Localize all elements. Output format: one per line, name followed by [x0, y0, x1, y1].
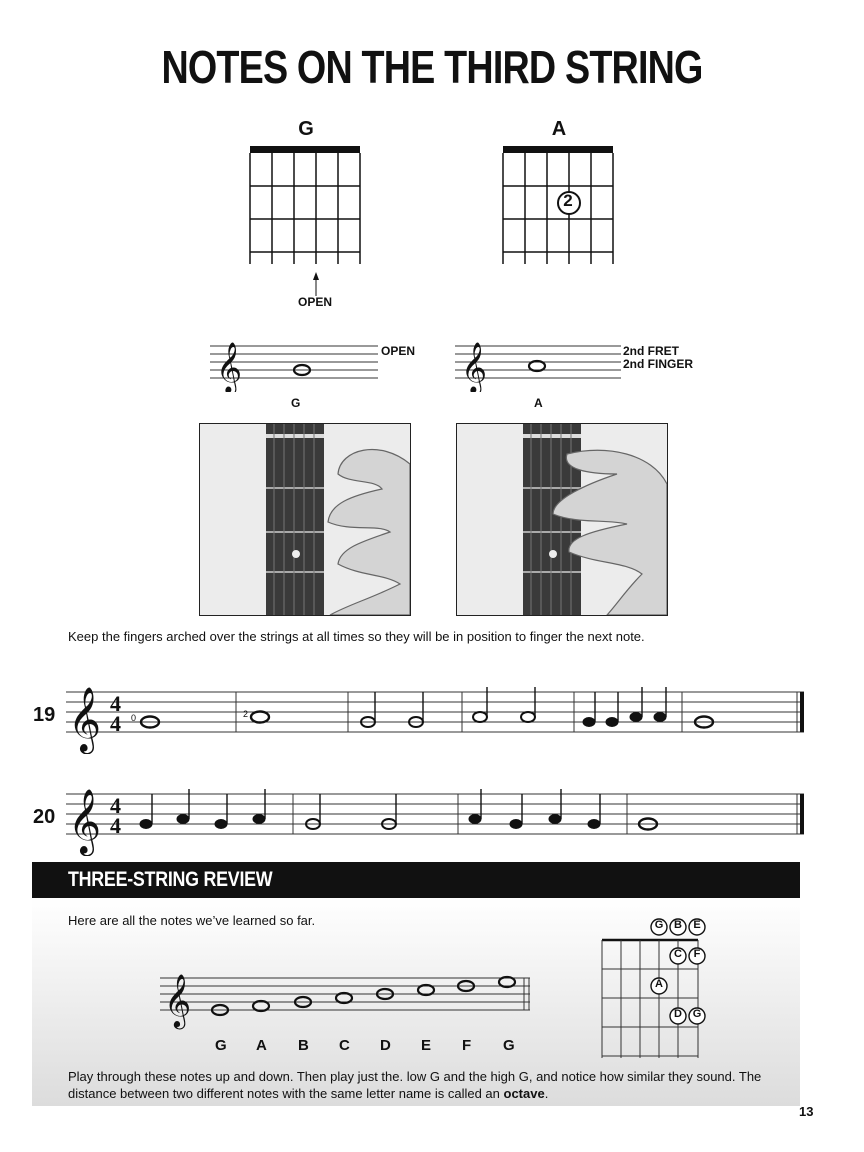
exercise-20-staff — [66, 780, 811, 856]
staff-a — [455, 342, 621, 392]
svg-text:𝄞: 𝄞 — [68, 789, 102, 854]
fret-label: F — [693, 948, 701, 960]
note-name: B — [298, 1037, 309, 1054]
staff-g — [210, 342, 378, 392]
review-heading: THREE-STRING REVIEW — [68, 868, 273, 891]
page-title: NOTES ON THE THIRD STRING — [161, 41, 703, 93]
staff-label-fret: 2nd FRET — [623, 344, 679, 358]
fret-label: B — [674, 919, 682, 931]
chord-grid-g — [250, 146, 360, 296]
chord-name-a: A — [551, 118, 567, 140]
tip-text: Keep the fingers arched over the strings at all times so they will be in position to finger the next note. — [68, 629, 645, 644]
photo-g-position — [199, 423, 411, 616]
note-name: D — [380, 1037, 391, 1054]
review-note-names — [0, 1037, 864, 1057]
review-outro-end: . — [544, 1086, 549, 1101]
review-staff — [160, 964, 540, 1036]
svg-text:4: 4 — [110, 793, 121, 818]
finger-number: 2 — [563, 191, 573, 210]
note-name: A — [256, 1037, 267, 1054]
review-header — [32, 862, 800, 898]
fingering-2: 2 — [243, 709, 249, 719]
fret-label: G — [654, 919, 664, 931]
open-label: OPEN — [298, 295, 333, 309]
svg-text:4: 4 — [110, 711, 121, 736]
review-intro: Here are all the notes we’ve learned so far. — [68, 913, 316, 928]
staff-note-name-g: G — [291, 396, 301, 410]
note-name: G — [503, 1037, 515, 1054]
svg-text:4: 4 — [110, 813, 121, 838]
staff-label-finger: 2nd FINGER — [623, 357, 694, 371]
note-name: C — [339, 1037, 350, 1054]
fret-label: C — [674, 948, 682, 960]
note-name: G — [215, 1037, 227, 1054]
note-name: F — [462, 1037, 472, 1054]
review-fretboard — [596, 914, 716, 1064]
review-outro-text: distance between two different notes with the same letter name is called an — [68, 1086, 504, 1101]
fret-label: E — [693, 919, 701, 931]
fret-label: A — [655, 978, 663, 990]
exercise-19-staff — [66, 678, 811, 754]
svg-text:𝄞: 𝄞 — [461, 342, 488, 392]
photo-a-position — [456, 423, 668, 616]
review-outro-line1: Play through these notes up and down. Then play just the. low G and the high G, and notice how similar they sound. The — [68, 1069, 762, 1084]
fingering-0: 0 — [131, 713, 137, 723]
exercise-number: 20 — [33, 806, 56, 828]
page-number: 13 — [799, 1104, 814, 1119]
exercise-number: 19 — [33, 704, 56, 726]
note-name: E — [421, 1037, 432, 1054]
review-outro-line2 — [68, 1086, 548, 1101]
staff-label-open: OPEN — [381, 344, 416, 358]
staff-note-name-a: A — [534, 396, 543, 410]
svg-text:𝄞: 𝄞 — [164, 973, 192, 1027]
chord-name-g: G — [298, 118, 314, 140]
chord-diagrams — [240, 140, 640, 310]
svg-text:𝄞: 𝄞 — [68, 687, 102, 752]
fret-label: D — [674, 1008, 682, 1020]
fret-label: G — [692, 1008, 702, 1020]
svg-text:𝄞: 𝄞 — [216, 342, 243, 392]
svg-text:4: 4 — [110, 691, 121, 716]
octave-term: octave — [503, 1086, 545, 1101]
